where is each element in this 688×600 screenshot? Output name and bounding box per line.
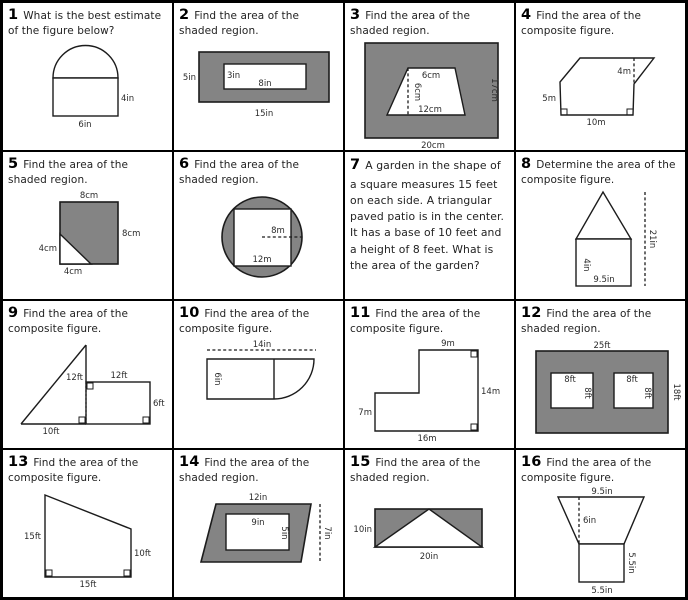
problem-number: 8 (521, 156, 532, 172)
dim-label-bottom: 20in (419, 552, 439, 563)
problem-prompt (174, 301, 343, 336)
problem-number: 7 (350, 157, 361, 173)
right-angle-marker (79, 417, 85, 423)
figure-rectangle-quartercircle (174, 336, 343, 440)
dim-label-left: 7m (358, 408, 372, 419)
dim-label-inner-top: 9in (251, 518, 265, 529)
dim-label-tri-base: 10ft (42, 427, 60, 438)
problem-number: 16 (521, 454, 542, 470)
problem-prompt (3, 450, 172, 485)
problem-prompt (345, 450, 514, 485)
dim-label-outer-bottom: 20cm (421, 141, 445, 150)
problem-number: 3 (350, 7, 361, 23)
problem-card-16 (516, 450, 685, 597)
roof-triangle (576, 192, 631, 239)
dim-label-square-bottom: 5.5in (591, 586, 613, 597)
problem-text: Find the area of the composite figure. (179, 308, 310, 335)
problem-card-2 (174, 3, 343, 150)
composite-polygon (560, 58, 654, 115)
problem-prompt (516, 3, 685, 38)
figure-square-in-circle (174, 187, 343, 291)
dim-label-bottom: 15ft (79, 580, 97, 591)
problem-prompt (345, 301, 514, 336)
dim-label-top: 9m (441, 339, 455, 350)
dim-label-top: 12in (248, 493, 268, 504)
dim-label-sq2-top: 8ft (626, 375, 638, 386)
problem-text: Determine the area of the composite figure. (521, 159, 676, 186)
dim-label-left: 5m (542, 94, 556, 105)
problem-number: 10 (179, 305, 200, 321)
problem-number: 11 (350, 305, 371, 321)
figure-l-shape (345, 336, 514, 444)
dim-label-inner-left: 3in (227, 71, 241, 82)
problem-card-1 (3, 3, 172, 150)
dim-label-bottom: 16m (417, 434, 437, 445)
problem-text: Find the area of the composite figure. (521, 10, 642, 37)
dim-label-radius: 8m (271, 226, 285, 237)
figure-rect-semicircle (3, 38, 172, 133)
dim-label-inner-right: 5in (279, 526, 289, 541)
figure-shaded-trapezoid (345, 38, 514, 150)
dim-label-rect-right: 6ft (153, 399, 165, 410)
dim-label-sq1-top: 8ft (564, 375, 576, 386)
dim-label-right: 18ft (671, 383, 681, 401)
problem-prompt (3, 3, 172, 38)
problem-prompt (174, 3, 343, 38)
base-square (579, 544, 624, 582)
problem-prompt (516, 152, 685, 187)
inverted-trapezoid (558, 497, 644, 544)
problem-text: Find the area of the composite figure. (8, 457, 139, 484)
figure-shaded-two-squares (516, 336, 685, 442)
figure-funnel-composite (516, 485, 685, 597)
dim-label-top: 25ft (593, 341, 611, 352)
dim-label-left: 10in (353, 525, 372, 536)
base-rectangle (53, 78, 118, 116)
figure-triangle-rectangle-composite (3, 336, 172, 442)
problem-text: Find the area of the shaded region. (179, 159, 300, 186)
dim-label-top: 8cm (79, 191, 99, 202)
trapezoid (45, 495, 131, 577)
dim-label-tri-height: 12ft (66, 373, 83, 384)
figure-shaded-parallelogram (174, 485, 343, 593)
problem-number: 14 (179, 454, 200, 470)
dim-label-right: 8cm (122, 229, 141, 240)
problem-text: Find the area of the shaded region. (179, 10, 300, 37)
dim-label-right: 14m (481, 387, 501, 398)
problem-card-12 (516, 301, 685, 448)
problem-number: 6 (179, 156, 190, 172)
dim-label-base: 9.5in (593, 275, 615, 286)
dim-label-outer-left: 5in (182, 73, 196, 84)
problem-number: 9 (8, 305, 19, 321)
problem-text: What is the best estimate of the figure below? (8, 10, 162, 37)
composite-shape (207, 359, 314, 399)
problem-prompt (174, 152, 343, 187)
problem-number: 5 (8, 156, 19, 172)
figure-composite-pentagon-triangle (516, 38, 685, 146)
dim-label-inner-bottom: 8in (258, 79, 272, 90)
dim-label-square-side: 12m (252, 255, 272, 266)
problem-text: Find the area of the composite figure. (8, 308, 129, 335)
problem-card-3 (345, 3, 514, 150)
problem-card-13 (3, 450, 172, 597)
problem-prompt (345, 152, 514, 274)
dim-label-height: 7in (322, 526, 332, 541)
problem-text: A garden in the shape of a square measures 15 feet on each side. A triangular paved patio is in the center. It has a base of 10 feet and a height of 8 feet. What is the area of the garden? (350, 159, 505, 272)
dim-label-inner-height: 6cm (412, 83, 422, 102)
problem-text: Find the area of the shaded region. (521, 308, 652, 335)
problem-card-7 (345, 152, 514, 299)
dim-label-rect-side: 4in (581, 258, 591, 273)
problem-card-8 (516, 152, 685, 299)
problem-text: Find the area of the shaded region. (8, 159, 129, 186)
dim-label-left: 4cm (38, 244, 57, 255)
problem-card-14 (174, 450, 343, 597)
problem-text: Find the area of the shaded region. (179, 457, 310, 484)
dim-label-sq1-side: 8ft (582, 387, 592, 400)
dim-label-bottom: 6in (78, 120, 92, 131)
dim-label-square-right: 5.5in (626, 552, 636, 575)
figure-shaded-rect-triangle (345, 485, 514, 589)
dim-label-rect-top: 12ft (110, 371, 128, 382)
figure-right-trapezoid (3, 485, 172, 593)
problem-prompt (174, 450, 343, 485)
problem-prompt (3, 152, 172, 187)
dim-label-bottom: 4cm (63, 267, 83, 278)
problem-text: Find the area of the shaded region. (350, 10, 471, 37)
problem-number: 12 (521, 305, 542, 321)
figure-shaded-rectangles (174, 38, 343, 148)
problem-card-6 (174, 152, 343, 299)
dim-label-sq2-side: 8ft (642, 387, 652, 400)
dim-label-top: 9.5in (591, 487, 613, 498)
problem-card-5 (3, 152, 172, 299)
dim-label-total-height: 21in (647, 230, 657, 249)
problem-prompt (516, 301, 685, 336)
problem-number: 15 (350, 454, 371, 470)
problem-card-10 (174, 301, 343, 448)
problem-card-9 (3, 301, 172, 448)
problem-text: Find the area of the composite figure. (521, 457, 652, 484)
dim-label-right: 4in (121, 94, 135, 105)
l-shaped-polygon (375, 350, 478, 431)
dim-label-outer-bottom: 15in (254, 109, 274, 120)
problem-number: 1 (8, 7, 19, 23)
problem-card-15 (345, 450, 514, 597)
problem-card-4 (516, 3, 685, 150)
dim-label-trap-height: 6in (583, 516, 597, 527)
problem-number: 2 (179, 7, 190, 23)
dim-label-outer-right: 17cm (489, 78, 499, 103)
figure-shaded-square-triangle-cut (3, 187, 172, 289)
hypotenuse (21, 345, 86, 424)
problem-text: Find the area of the shaded region. (350, 457, 481, 484)
dim-label-dash: 4m (617, 67, 631, 78)
figure-house-composite (516, 187, 685, 293)
problem-text: Find the area of the composite figure. (350, 308, 481, 335)
problem-number: 4 (521, 7, 532, 23)
dim-label-top: 14in (252, 340, 272, 351)
dim-label-inner-top: 6cm (421, 71, 441, 82)
problem-number: 13 (8, 454, 29, 470)
problem-prompt (345, 3, 514, 38)
problem-prompt (516, 450, 685, 485)
dim-label-left: 6in (212, 372, 222, 387)
dim-label-right: 10ft (134, 549, 151, 560)
semicircle-top (53, 46, 118, 78)
problem-card-11 (345, 301, 514, 448)
dim-label-left: 15ft (24, 532, 41, 543)
dim-label-bottom: 10m (586, 118, 606, 129)
problem-prompt (3, 301, 172, 336)
dim-label-inner-bottom: 12cm (418, 105, 442, 116)
attached-rectangle (86, 382, 150, 424)
